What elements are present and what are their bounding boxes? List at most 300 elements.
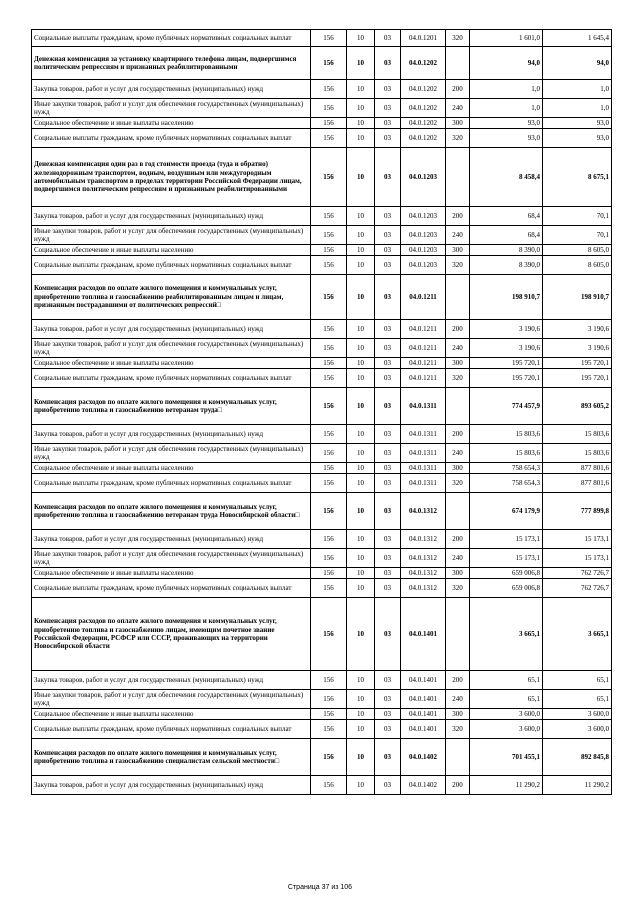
table-row [32, 226, 612, 245]
table-row [32, 568, 612, 579]
cell-target-article: 04.0.1202 [401, 80, 446, 99]
table-row [32, 493, 612, 530]
table-row [32, 47, 612, 80]
cell-sum-year1: 65,1 [470, 690, 543, 709]
table-body [32, 30, 612, 795]
cell-name: Закупка товаров, работ и услуг для государственных (муниципальных) нужд [32, 320, 311, 339]
cell-grbs: 156 [311, 207, 347, 226]
cell-name: Иные закупки товаров, работ и услуг для обеспечения государственных (муниципальных) нужд [32, 690, 311, 709]
table-row [32, 245, 612, 256]
cell-subsection: 03 [375, 80, 401, 99]
cell-target-article: 04.0.1401 [401, 690, 446, 709]
cell-subsection: 03 [375, 320, 401, 339]
cell-grbs: 156 [311, 671, 347, 690]
cell-section: 10 [347, 256, 375, 275]
cell-subsection: 03 [375, 358, 401, 369]
cell-expense-type: 320 [446, 30, 470, 47]
table-row [32, 99, 612, 118]
cell-sum-year2: 8 605,0 [543, 245, 612, 256]
cell-sum-year2: 195 720,1 [543, 369, 612, 388]
cell-grbs: 156 [311, 358, 347, 369]
cell-section: 10 [347, 99, 375, 118]
cell-sum-year2: 777 899,8 [543, 493, 612, 530]
cell-grbs: 156 [311, 245, 347, 256]
cell-section: 10 [347, 598, 375, 671]
cell-grbs: 156 [311, 463, 347, 474]
cell-target-article: 04.0.1311 [401, 425, 446, 444]
cell-grbs: 156 [311, 30, 347, 47]
cell-sum-year2: 762 726,7 [543, 568, 612, 579]
cell-grbs: 156 [311, 709, 347, 720]
cell-name: Закупка товаров, работ и услуг для государственных (муниципальных) нужд [32, 530, 311, 549]
cell-subsection: 03 [375, 339, 401, 358]
cell-sum-year1: 15 803,6 [470, 444, 543, 463]
cell-name: Социальные выплаты гражданам, кроме публичных нормативных социальных выплат [32, 129, 311, 148]
cell-section: 10 [347, 690, 375, 709]
cell-name: Социальные выплаты гражданам, кроме публичных нормативных социальных выплат [32, 256, 311, 275]
cell-section: 10 [347, 568, 375, 579]
cell-name: Иные закупки товаров, работ и услуг для обеспечения государственных (муниципальных) нужд [32, 226, 311, 245]
cell-sum-year1: 3 600,0 [470, 709, 543, 720]
cell-section: 10 [347, 129, 375, 148]
cell-name: Иные закупки товаров, работ и услуг для обеспечения государственных (муниципальных) нужд [32, 99, 311, 118]
cell-target-article: 04.0.1402 [401, 776, 446, 795]
cell-grbs: 156 [311, 720, 347, 739]
cell-section: 10 [347, 463, 375, 474]
cell-sum-year1: 1,0 [470, 99, 543, 118]
cell-subsection: 03 [375, 226, 401, 245]
table-row [32, 129, 612, 148]
cell-subsection: 03 [375, 425, 401, 444]
cell-sum-year1: 1,0 [470, 80, 543, 99]
cell-name: Закупка товаров, работ и услуг для государственных (муниципальных) нужд [32, 207, 311, 226]
cell-target-article: 04.0.1312 [401, 530, 446, 549]
cell-name: Закупка товаров, работ и услуг для государственных (муниципальных) нужд [32, 80, 311, 99]
cell-name: Закупка товаров, работ и услуг для государственных (муниципальных) нужд [32, 776, 311, 795]
cell-expense-type: 320 [446, 129, 470, 148]
cell-section: 10 [347, 80, 375, 99]
cell-target-article: 04.0.1203 [401, 148, 446, 207]
cell-section: 10 [347, 339, 375, 358]
cell-subsection: 03 [375, 690, 401, 709]
cell-sum-year2: 762 726,7 [543, 579, 612, 598]
cell-sum-year1: 93,0 [470, 118, 543, 129]
cell-section: 10 [347, 369, 375, 388]
cell-name: Иные закупки товаров, работ и услуг для обеспечения государственных (муниципальных) нужд [32, 549, 311, 568]
cell-sum-year1: 674 179,9 [470, 493, 543, 530]
cell-grbs: 156 [311, 474, 347, 493]
cell-sum-year2: 70,1 [543, 226, 612, 245]
cell-expense-type: 320 [446, 474, 470, 493]
cell-expense-type: 200 [446, 80, 470, 99]
cell-sum-year1: 93,0 [470, 129, 543, 148]
cell-sum-year1: 3 665,1 [470, 598, 543, 671]
cell-subsection: 03 [375, 99, 401, 118]
cell-target-article: 04.0.1311 [401, 388, 446, 425]
cell-sum-year2: 195 720,1 [543, 358, 612, 369]
cell-expense-type: 240 [446, 226, 470, 245]
cell-grbs: 156 [311, 579, 347, 598]
cell-target-article: 04.0.1401 [401, 709, 446, 720]
cell-subsection: 03 [375, 444, 401, 463]
cell-name: Социальное обеспечение и иные выплаты населению [32, 245, 311, 256]
budget-table [31, 29, 612, 795]
cell-grbs: 156 [311, 80, 347, 99]
cell-grbs: 156 [311, 388, 347, 425]
cell-grbs: 156 [311, 530, 347, 549]
page-footer: Страница 37 из 106 [287, 884, 353, 891]
cell-sum-year2: 93,0 [543, 129, 612, 148]
cell-subsection: 03 [375, 275, 401, 320]
cell-sum-year1: 198 910,7 [470, 275, 543, 320]
table-row [32, 256, 612, 275]
cell-subsection: 03 [375, 388, 401, 425]
cell-expense-type: 240 [446, 99, 470, 118]
cell-grbs: 156 [311, 339, 347, 358]
cell-sum-year1: 8 458,4 [470, 148, 543, 207]
cell-sum-year2: 65,1 [543, 671, 612, 690]
cell-section: 10 [347, 425, 375, 444]
cell-grbs: 156 [311, 99, 347, 118]
cell-target-article: 04.0.1312 [401, 568, 446, 579]
table-row [32, 598, 612, 671]
cell-section: 10 [347, 47, 375, 80]
cell-section: 10 [347, 358, 375, 369]
cell-subsection: 03 [375, 47, 401, 80]
cell-target-article: 04.0.1203 [401, 245, 446, 256]
cell-section: 10 [347, 530, 375, 549]
cell-sum-year2: 3 600,0 [543, 709, 612, 720]
table-row [32, 275, 612, 320]
table-row [32, 709, 612, 720]
cell-sum-year2: 15 173,1 [543, 530, 612, 549]
cell-sum-year1: 8 390,0 [470, 256, 543, 275]
cell-sum-year2: 1,0 [543, 99, 612, 118]
table-row [32, 148, 612, 207]
cell-sum-year2: 11 290,2 [543, 776, 612, 795]
cell-target-article: 04.0.1312 [401, 579, 446, 598]
cell-subsection: 03 [375, 568, 401, 579]
cell-target-article: 04.0.1401 [401, 598, 446, 671]
cell-expense-type: 200 [446, 320, 470, 339]
cell-sum-year1: 3 600,0 [470, 720, 543, 739]
table-row [32, 739, 612, 776]
cell-sum-year1: 659 006,8 [470, 579, 543, 598]
cell-grbs: 156 [311, 118, 347, 129]
cell-grbs: 156 [311, 47, 347, 80]
cell-sum-year1: 659 006,8 [470, 568, 543, 579]
cell-name: Закупка товаров, работ и услуг для государственных (муниципальных) нужд [32, 425, 311, 444]
cell-expense-type: 320 [446, 579, 470, 598]
cell-sum-year1: 15 173,1 [470, 530, 543, 549]
table-row [32, 776, 612, 795]
cell-expense-type [446, 598, 470, 671]
cell-grbs: 156 [311, 444, 347, 463]
cell-target-article: 04.0.1311 [401, 444, 446, 463]
cell-sum-year1: 701 455,1 [470, 739, 543, 776]
table-row [32, 474, 612, 493]
cell-name: Денежная компенсация за установку квартирного телефона лицам, подвергшимся политическим репрессиям и признанных реабилитированными [32, 47, 311, 80]
cell-section: 10 [347, 549, 375, 568]
cell-target-article: 04.0.1211 [401, 320, 446, 339]
cell-subsection: 03 [375, 207, 401, 226]
table-row [32, 339, 612, 358]
cell-subsection: 03 [375, 474, 401, 493]
cell-sum-year1: 15 173,1 [470, 549, 543, 568]
cell-section: 10 [347, 388, 375, 425]
table-row [32, 463, 612, 474]
cell-target-article: 04.0.1401 [401, 720, 446, 739]
cell-expense-type: 320 [446, 369, 470, 388]
cell-section: 10 [347, 444, 375, 463]
cell-expense-type: 300 [446, 245, 470, 256]
table-row [32, 579, 612, 598]
cell-sum-year2: 94,0 [543, 47, 612, 80]
cell-target-article: 04.0.1202 [401, 47, 446, 80]
cell-sum-year2: 3 190,6 [543, 339, 612, 358]
cell-name: Иные закупки товаров, работ и услуг для обеспечения государственных (муниципальных) нужд [32, 444, 311, 463]
cell-sum-year1: 68,4 [470, 207, 543, 226]
cell-section: 10 [347, 579, 375, 598]
cell-target-article: 04.0.1203 [401, 256, 446, 275]
cell-section: 10 [347, 207, 375, 226]
cell-sum-year2: 1 645,4 [543, 30, 612, 47]
cell-sum-year2: 1,0 [543, 80, 612, 99]
cell-subsection: 03 [375, 148, 401, 207]
cell-sum-year2: 8 675,1 [543, 148, 612, 207]
cell-sum-year1: 65,1 [470, 671, 543, 690]
cell-section: 10 [347, 226, 375, 245]
cell-name: Социальное обеспечение и иные выплаты населению [32, 118, 311, 129]
cell-target-article: 04.0.1202 [401, 99, 446, 118]
cell-target-article: 04.0.1211 [401, 275, 446, 320]
cell-subsection: 03 [375, 598, 401, 671]
cell-section: 10 [347, 474, 375, 493]
table-row [32, 118, 612, 129]
cell-subsection: 03 [375, 493, 401, 530]
cell-expense-type: 200 [446, 776, 470, 795]
cell-subsection: 03 [375, 463, 401, 474]
cell-section: 10 [347, 720, 375, 739]
cell-sum-year1: 3 190,6 [470, 320, 543, 339]
cell-name: Социальные выплаты гражданам, кроме публичных нормативных социальных выплат [32, 720, 311, 739]
cell-expense-type [446, 275, 470, 320]
cell-sum-year1: 774 457,9 [470, 388, 543, 425]
cell-name: Компенсация расходов по оплате жилого помещения и коммунальных услуг, приобретению топлива и газоснабжению специалистам сельской местности□ [32, 739, 311, 776]
cell-section: 10 [347, 275, 375, 320]
cell-name: Социальные выплаты гражданам, кроме публичных нормативных социальных выплат [32, 369, 311, 388]
cell-target-article: 04.0.1202 [401, 129, 446, 148]
cell-name: Социальные выплаты гражданам, кроме публичных нормативных социальных выплат [32, 30, 311, 47]
cell-subsection: 03 [375, 256, 401, 275]
cell-grbs: 156 [311, 275, 347, 320]
cell-sum-year2: 15 803,6 [543, 444, 612, 463]
cell-sum-year2: 892 845,8 [543, 739, 612, 776]
cell-name: Социальные выплаты гражданам, кроме публичных нормативных социальных выплат [32, 474, 311, 493]
cell-grbs: 156 [311, 129, 347, 148]
cell-grbs: 156 [311, 256, 347, 275]
cell-subsection: 03 [375, 671, 401, 690]
cell-name: Денежная компенсация один раз в год стоимости проезда (туда и обратно) железнодорожным транспортом, водным, воздушным или междугородным автомобильным транспортом в пределах территории Российской Федерации лицам, подвергшимся политическим репрессиям и признанным реабилитированными [32, 148, 311, 207]
cell-name: Социальное обеспечение и иные выплаты населению [32, 463, 311, 474]
cell-expense-type: 240 [446, 339, 470, 358]
table-row [32, 720, 612, 739]
cell-expense-type: 320 [446, 720, 470, 739]
cell-sum-year2: 70,1 [543, 207, 612, 226]
cell-subsection: 03 [375, 530, 401, 549]
cell-grbs: 156 [311, 493, 347, 530]
cell-sum-year2: 8 605,0 [543, 256, 612, 275]
cell-sum-year1: 68,4 [470, 226, 543, 245]
cell-grbs: 156 [311, 690, 347, 709]
cell-sum-year2: 15 173,1 [543, 549, 612, 568]
cell-expense-type: 200 [446, 207, 470, 226]
table-row [32, 530, 612, 549]
cell-expense-type: 200 [446, 425, 470, 444]
cell-subsection: 03 [375, 245, 401, 256]
cell-grbs: 156 [311, 320, 347, 339]
table-row [32, 207, 612, 226]
cell-expense-type [446, 388, 470, 425]
cell-sum-year1: 195 720,1 [470, 358, 543, 369]
cell-sum-year2: 93,0 [543, 118, 612, 129]
table-row [32, 80, 612, 99]
cell-section: 10 [347, 671, 375, 690]
cell-grbs: 156 [311, 549, 347, 568]
cell-section: 10 [347, 148, 375, 207]
table-row [32, 30, 612, 47]
table-row [32, 444, 612, 463]
cell-expense-type: 300 [446, 463, 470, 474]
cell-grbs: 156 [311, 776, 347, 795]
cell-name: Иные закупки товаров, работ и услуг для обеспечения государственных (муниципальных) нужд [32, 339, 311, 358]
cell-subsection: 03 [375, 709, 401, 720]
cell-name: Компенсация расходов по оплате жилого помещения и коммунальных услуг, приобретению топлива и газоснабжению лицам, имеющим почетное звание Российской Федерации, РСФСР или СССР, проживающих на территории Новосибирской области [32, 598, 311, 671]
table-row [32, 549, 612, 568]
cell-section: 10 [347, 709, 375, 720]
cell-grbs: 156 [311, 568, 347, 579]
cell-section: 10 [347, 245, 375, 256]
table-row [32, 425, 612, 444]
cell-subsection: 03 [375, 579, 401, 598]
cell-name: Компенсация расходов по оплате жилого помещения и коммунальных услуг, приобретению топлива и газоснабжению ветеранам труда Новосибирской области□ [32, 493, 311, 530]
table-row [32, 369, 612, 388]
cell-expense-type: 300 [446, 709, 470, 720]
cell-expense-type: 240 [446, 549, 470, 568]
cell-subsection: 03 [375, 118, 401, 129]
cell-sum-year2: 893 605,2 [543, 388, 612, 425]
cell-expense-type [446, 47, 470, 80]
cell-name: Социальное обеспечение и иные выплаты населению [32, 709, 311, 720]
cell-grbs: 156 [311, 148, 347, 207]
cell-sum-year1: 195 720,1 [470, 369, 543, 388]
table-row [32, 671, 612, 690]
cell-grbs: 156 [311, 739, 347, 776]
cell-name: Социальное обеспечение и иные выплаты населению [32, 568, 311, 579]
cell-sum-year1: 8 390,0 [470, 245, 543, 256]
cell-expense-type: 240 [446, 690, 470, 709]
cell-section: 10 [347, 739, 375, 776]
cell-expense-type: 240 [446, 444, 470, 463]
table-row [32, 320, 612, 339]
cell-sum-year1: 1 601,0 [470, 30, 543, 47]
table-row [32, 358, 612, 369]
cell-sum-year2: 3 190,6 [543, 320, 612, 339]
cell-target-article: 04.0.1203 [401, 207, 446, 226]
cell-expense-type [446, 493, 470, 530]
cell-expense-type: 200 [446, 671, 470, 690]
cell-subsection: 03 [375, 776, 401, 795]
cell-target-article: 04.0.1203 [401, 226, 446, 245]
cell-grbs: 156 [311, 425, 347, 444]
cell-expense-type [446, 148, 470, 207]
cell-sum-year1: 11 290,2 [470, 776, 543, 795]
cell-name: Закупка товаров, работ и услуг для государственных (муниципальных) нужд [32, 671, 311, 690]
cell-sum-year2: 198 910,7 [543, 275, 612, 320]
cell-name: Компенсация расходов по оплате жилого помещения и коммунальных услуг, приобретению топлива и газоснабжению реабилитированным лицам и лицам, признанным пострадавшими от политических репрессий□ [32, 275, 311, 320]
cell-sum-year2: 3 665,1 [543, 598, 612, 671]
cell-sum-year2: 877 801,6 [543, 474, 612, 493]
cell-target-article: 04.0.1311 [401, 463, 446, 474]
cell-sum-year1: 758 654,3 [470, 474, 543, 493]
cell-expense-type: 300 [446, 568, 470, 579]
cell-target-article: 04.0.1211 [401, 358, 446, 369]
cell-section: 10 [347, 776, 375, 795]
cell-target-article: 04.0.1211 [401, 339, 446, 358]
cell-section: 10 [347, 118, 375, 129]
cell-target-article: 04.0.1402 [401, 739, 446, 776]
cell-section: 10 [347, 320, 375, 339]
cell-target-article: 04.0.1312 [401, 493, 446, 530]
cell-section: 10 [347, 30, 375, 47]
cell-sum-year2: 877 801,6 [543, 463, 612, 474]
cell-grbs: 156 [311, 226, 347, 245]
cell-expense-type: 200 [446, 530, 470, 549]
cell-sum-year1: 15 803,6 [470, 425, 543, 444]
cell-name: Социальные выплаты гражданам, кроме публичных нормативных социальных выплат [32, 579, 311, 598]
table-row [32, 690, 612, 709]
cell-sum-year1: 94,0 [470, 47, 543, 80]
cell-target-article: 04.0.1401 [401, 671, 446, 690]
cell-sum-year1: 758 654,3 [470, 463, 543, 474]
cell-expense-type: 300 [446, 358, 470, 369]
cell-name: Компенсация расходов по оплате жилого помещения и коммунальных услуг, приобретению топлива и газоснабжению ветеранам труда□ [32, 388, 311, 425]
cell-sum-year1: 3 190,6 [470, 339, 543, 358]
cell-target-article: 04.0.1312 [401, 549, 446, 568]
cell-subsection: 03 [375, 369, 401, 388]
cell-subsection: 03 [375, 129, 401, 148]
cell-name: Социальное обеспечение и иные выплаты населению [32, 358, 311, 369]
cell-expense-type: 300 [446, 118, 470, 129]
cell-grbs: 156 [311, 369, 347, 388]
cell-target-article: 04.0.1311 [401, 474, 446, 493]
cell-sum-year2: 65,1 [543, 690, 612, 709]
cell-subsection: 03 [375, 720, 401, 739]
cell-sum-year2: 15 803,6 [543, 425, 612, 444]
cell-grbs: 156 [311, 598, 347, 671]
cell-expense-type [446, 739, 470, 776]
cell-subsection: 03 [375, 30, 401, 47]
cell-subsection: 03 [375, 549, 401, 568]
cell-subsection: 03 [375, 739, 401, 776]
cell-expense-type: 320 [446, 256, 470, 275]
cell-target-article: 04.0.1211 [401, 369, 446, 388]
table-row [32, 388, 612, 425]
cell-sum-year2: 3 600,0 [543, 720, 612, 739]
cell-target-article: 04.0.1202 [401, 118, 446, 129]
cell-section: 10 [347, 493, 375, 530]
cell-target-article: 04.0.1201 [401, 30, 446, 47]
